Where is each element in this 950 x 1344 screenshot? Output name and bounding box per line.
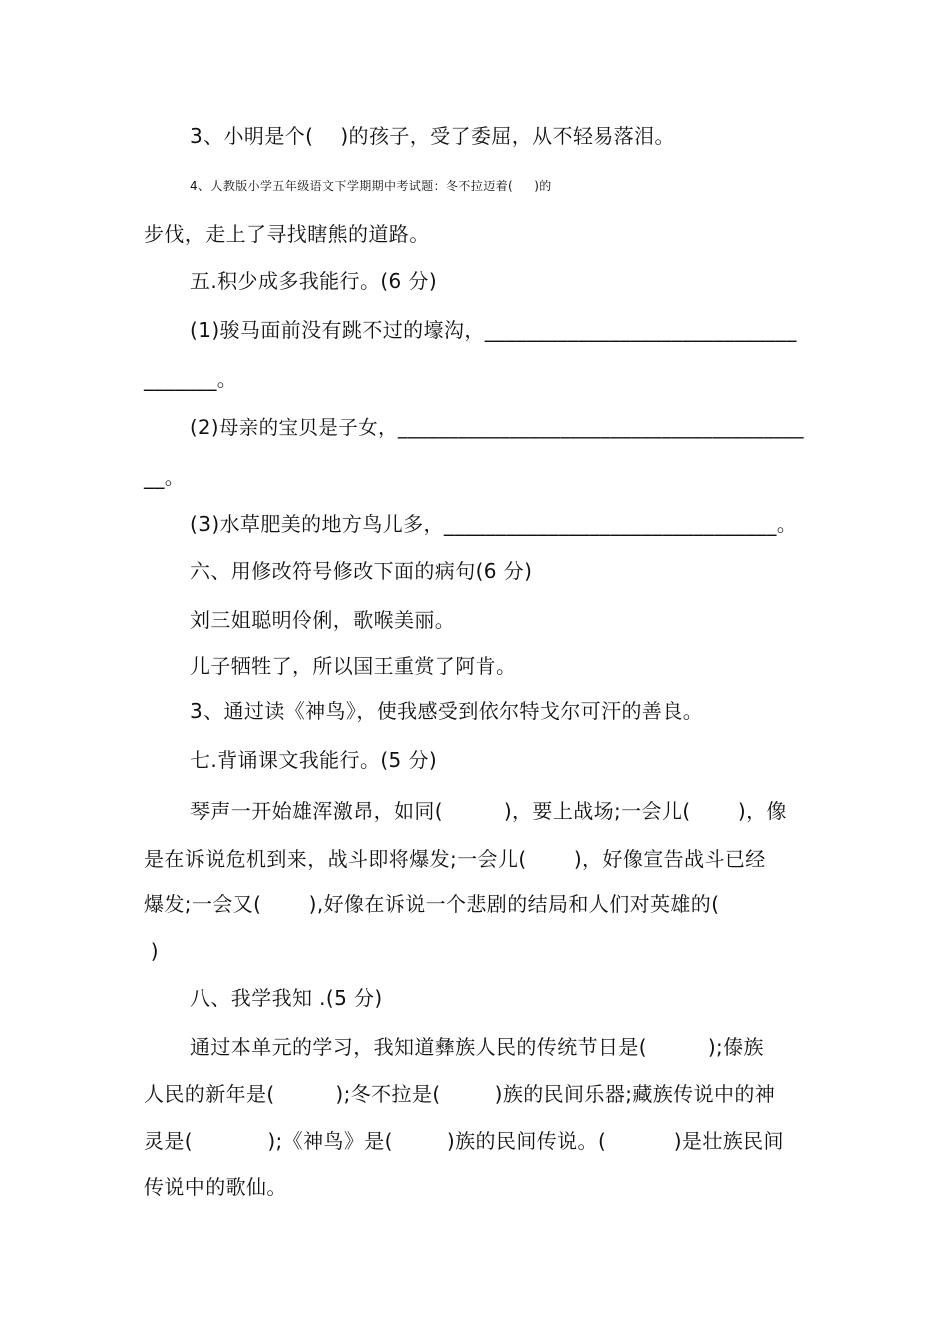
q5-item-2-line2: __。 [144,465,186,489]
section-5-heading: 五.积少成多我能行。(6 分) [190,269,438,293]
q4-item-4-line1: 4、人教版小学五年级语文下学期期中考试题：冬不拉迈着( )的 [190,179,552,193]
q7-passage-line1: 琴声一开始雄浑激昂，如同( )，要上战场;一会儿( )，像 [190,799,787,823]
q4-item-3: 3、小明是个( )的孩子，受了委屈，从不轻易落泪。 [190,124,675,148]
q6-sentence-2: 儿子牺牲了，所以国王重赏了阿肯。 [190,654,517,678]
q5-item-2-line1: (2)母亲的宝贝是子女，________________________________________ [190,416,804,439]
section-7-heading: 七.背诵课文我能行。(5 分) [190,748,438,772]
section-8-heading: 八、我学我知 .(5 分) [190,986,383,1010]
q5-item-3: (3)水草肥美的地方鸟儿多，________________________________。 [190,512,798,536]
q8-passage-line4: 传说中的歌仙。 [144,1175,287,1199]
q8-passage-line2: 人民的新年是( );冬不拉是( )族的民间乐器;藏族传说中的神 [144,1082,776,1106]
q6-sentence-3: 3、通过读《神鸟》，使我感受到依尔特戈尔可汗的善良。 [190,699,704,723]
q7-passage-line2: 是在诉说危机到来，战斗即将爆发;一会儿( )，好像宣告战斗已经 [144,847,766,871]
q5-item-1-line2: _______。 [144,367,238,391]
q6-sentence-1: 刘三姐聪明伶俐，歌喉美丽。 [190,608,456,632]
section-6-heading: 六、用修改符号修改下面的病句(6 分) [190,559,533,583]
q4-item-4-line2: 步伐，走上了寻找瞎熊的道路。 [144,222,430,246]
q8-passage-line1: 通过本单元的学习，我知道彝族人民的传统节日是( );傣族 [190,1035,764,1059]
q7-passage-line3: 爆发;一会又( ),好像在诉说一个悲剧的结局和人们对英雄的( [144,892,720,916]
q5-item-1-line1: (1)骏马面前没有跳不过的壕沟，______________________________ [190,318,797,342]
q8-passage-line3: 灵是( );《神鸟》是( )族的民间传说。( )是壮族民间 [144,1129,784,1153]
q7-passage-line4: ) [144,939,159,963]
